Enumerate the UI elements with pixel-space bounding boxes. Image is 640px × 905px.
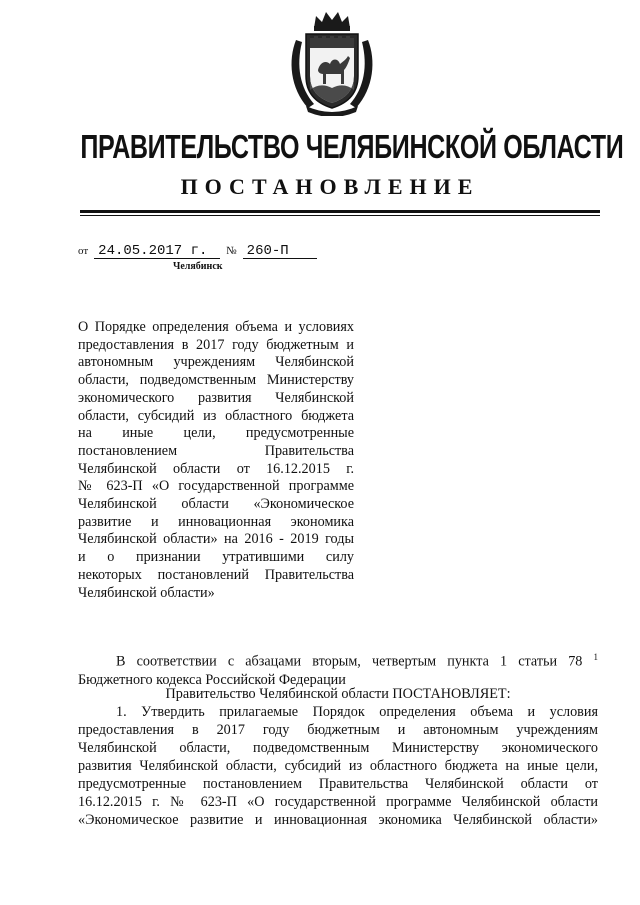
preamble-line: Бюджетного кодекса Российской Федерации xyxy=(78,671,346,688)
item-line: развития Челябинской области, субсидий из областного бюджета на иные цели, xyxy=(78,758,598,774)
subject-line: Челябинской области «Экономическое xyxy=(78,496,354,513)
subject-line: области, субсидий из областного бюджета xyxy=(78,407,354,424)
subject-line: № 623-П «О государственной программе xyxy=(78,478,354,495)
item-line: Челябинской области, подведомственным Министерству экономического xyxy=(78,740,598,756)
subject-line: экономического развития Челябинской xyxy=(78,389,354,406)
document-subject xyxy=(78,319,354,602)
subject-line: развитие и инновационная экономика xyxy=(78,513,354,530)
item-line: «Экономическое развитие и инновационная экономика Челябинской области» xyxy=(78,812,598,828)
subject-line: Челябинской области» на 2016 - 2019 годы xyxy=(78,531,354,548)
subject-line: предоставления в 2017 году бюджетным и xyxy=(78,336,354,353)
item-line: 16.12.2015 г. № 623-П «О государственной программе Челябинской области xyxy=(78,794,598,810)
item-1-paragraph xyxy=(78,703,598,829)
document-date-line xyxy=(78,244,317,259)
number-label: № xyxy=(226,245,237,257)
subject-line: и о признании утратившими силу xyxy=(78,549,354,566)
document-type-heading: ПОСТАНОВЛЕНИЕ xyxy=(180,174,480,199)
header-divider-thin xyxy=(80,215,600,216)
subject-line: автономным учреждениям Челябинской xyxy=(78,354,354,371)
coat-of-arms-emblem xyxy=(286,10,378,116)
item-line: предусмотренные постановлением Правительства Челябинской области от xyxy=(78,776,598,792)
preamble-text: В соответствии с абзацами вторым, четвертым пункта 1 статьи 78 xyxy=(116,653,583,670)
subject-line: О Порядке определения объема и условиях xyxy=(78,319,354,335)
from-label: от xyxy=(78,245,89,257)
subject-line: на иные цели, предусмотренные xyxy=(78,425,354,442)
document-number: 260-П xyxy=(243,244,317,259)
preamble-superscript: 1 xyxy=(593,652,599,662)
government-title: ПРАВИТЕЛЬСТВО ЧЕЛЯБИНСКОЙ ОБЛАСТИ xyxy=(80,128,624,165)
subject-line: Челябинской области от 16.12.2015 г. xyxy=(78,460,354,477)
subject-line: некоторых постановлений Правительства xyxy=(78,566,354,583)
resolution-statement: Правительство Челябинской области ПОСТАНОВЛЯЕТ: xyxy=(165,686,511,702)
item-line: предоставления в 2017 году бюджетным и автономным учреждениям xyxy=(78,722,598,738)
document-date: 24.05.2017 г. xyxy=(94,244,220,259)
subject-line: Челябинской области» xyxy=(78,584,215,601)
subject-line: постановлением Правительства xyxy=(78,442,354,459)
city-name: Челябинск xyxy=(173,261,223,272)
item-line: 1. Утвердить прилагаемые Порядок определения объема и условия xyxy=(116,704,598,720)
subject-line: области, подведомственным Министерству xyxy=(78,372,354,389)
header-divider-thick xyxy=(80,210,600,213)
preamble-line xyxy=(78,648,598,671)
preamble-paragraph xyxy=(78,648,598,689)
